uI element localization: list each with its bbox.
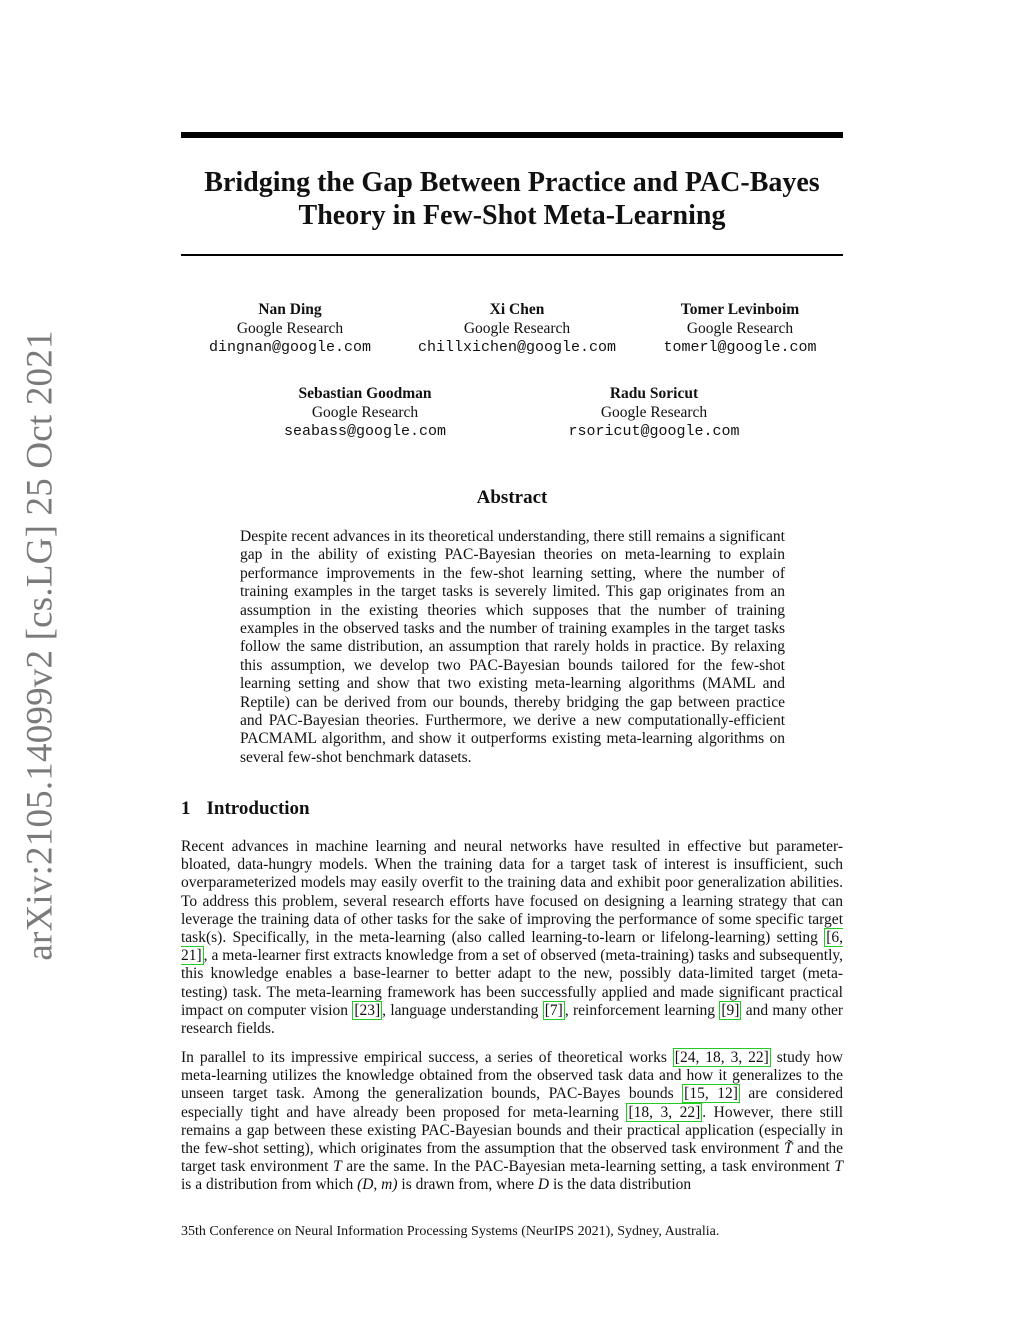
author-affiliation: Google Research (236, 320, 344, 337)
author-affiliation: Google Research (311, 404, 419, 421)
author-email: rsoricut@google.com (568, 423, 740, 440)
text-run: and the target task environment (181, 1140, 843, 1176)
math-variable: (D, m) (357, 1176, 398, 1194)
intro-paragraph-2 (181, 1049, 843, 1195)
author-name: Xi Chen (489, 301, 545, 318)
title-line-1: Bridging the Gap Between Practice and PAC-Bayes (204, 167, 820, 198)
section-title: Introduction (206, 798, 310, 819)
text-run: is drawn from, where (397, 1176, 538, 1194)
citation-link[interactable]: [15, 12] (684, 1085, 738, 1103)
text-run: , reinforcement learning (564, 1001, 720, 1019)
title-bottom-rule (181, 254, 843, 256)
author-email: chillxichen@google.com (417, 339, 617, 356)
text-run: study how meta-learning utilizes the knowledge obtained from the observed task data and how it generalizes to the unseen target task. Among the generalization bounds, PAC-Bayes bounds (181, 1049, 843, 1103)
citation-link[interactable]: [18, 3, 22] (628, 1103, 701, 1121)
author-affiliation: Google Research (686, 320, 794, 337)
intro-paragraph-1 (181, 838, 843, 1038)
citation-link[interactable]: [23] (354, 1001, 381, 1019)
author-name: Nan Ding (258, 301, 322, 318)
author-block (386, 300, 648, 357)
author-block (245, 384, 485, 441)
paper-title (181, 166, 843, 232)
math-variable: T (333, 1158, 342, 1176)
text-run: , a meta-learner first extracts knowledge from a set of observed (meta-training) tasks and subsequently, this knowledge enables a base-learner to better adapt to the new, possibly data-limited target (meta-testing) task. The meta-learning framework has been successfully applied and made significant practical impact on computer vision (181, 947, 843, 1019)
author-block (170, 300, 410, 357)
math-variable: D (537, 1176, 550, 1194)
author-affiliation: Google Research (463, 320, 571, 337)
text-run: are considered especially tight and have already been proposed for meta-learning (181, 1085, 844, 1121)
arxiv-identifier-stamp (0, 329, 80, 961)
citation-link[interactable]: [7] (544, 1001, 563, 1019)
conference-footnote: 35th Conference on Neural Information Processing Systems (NeurIPS 2021), Sydney, Australia. (181, 1224, 720, 1239)
section-number: 1 (181, 798, 191, 819)
author-name: Tomer Levinboim (680, 301, 800, 318)
author-name: Sebastian Goodman (298, 385, 432, 402)
citation-link[interactable]: [9] (721, 1001, 740, 1019)
author-email: dingnan@google.com (208, 339, 372, 356)
text-run: are the same. In the PAC-Bayesian meta-learning setting, a task environment (341, 1158, 835, 1176)
math-variable: T̃ (783, 1140, 793, 1158)
text-run: In parallel to its impressive empirical success, a series of theoretical works (181, 1049, 673, 1066)
text-run: Recent advances in machine learning and neural networks have resulted in effective but parameter-bloated, data-hungry models. When the training data for a target task of interest is insufficient, such overparameterized models may easily overfit to the training data and exhibit poor generalization abilities. To address this problem, several research efforts have focused on designing a learning strategy that can leverage the training data of other tasks for the sake of improving the performance of some specific target task(s). Specifically, in the meta-learning (also called learning-to-learn or lifelong-learning) setting (181, 838, 843, 947)
abstract-heading: Abstract (476, 487, 548, 508)
section-heading (181, 798, 310, 820)
citation-link[interactable]: [6, 21] (181, 929, 843, 965)
text-run: is the data distribution (549, 1176, 692, 1194)
abstract-text: Despite recent advances in its theoretical understanding, there still remains a significant gap in the ability of existing PAC-Bayesian theories on meta-learning to explain performance improvements in the few-shot learning setting, where the number of training examples in the target tasks is severely limited. This gap originates from an assumption in the existing theories which supposes that the number of training examples in the observed tasks and the number of training examples in the target tasks follow the same distribution, an assumption that rarely holds in practice. By relaxing this assumption, we develop two PAC-Bayesian bounds tailored for the few-shot learning setting and show that two existing meta-learning algorithms (MAML and Reptile) can be derived from our bounds, thereby bridging the gap between practice and PAC-Bayesian theories. Furthermore, we derive a new computationally-efficient PACMAML algorithm, and show it outperforms existing meta-learning algorithms on several few-shot benchmark datasets. (240, 528, 785, 766)
text-run: . However, there still remains a gap between these existing PAC-Bayesian bounds and their practical application (especially in the few-shot setting), which originates from the assumption that the observed task environment (181, 1103, 843, 1158)
text-run: and many other research fields. (181, 1001, 843, 1038)
title-top-rule (181, 132, 843, 138)
title-line-2: Theory in Few-Shot Meta-Learning (298, 200, 726, 231)
arxiv-identifier-text: arXiv:2105.14099v2 [cs.LG] 25 Oct 2021 (19, 329, 61, 961)
citation-link[interactable]: [24, 18, 3, 22] (674, 1049, 769, 1066)
author-affiliation: Google Research (600, 404, 708, 421)
text-run: is a distribution from which (181, 1176, 358, 1194)
author-email: seabass@google.com (283, 423, 447, 440)
author-email: tomerl@google.com (663, 339, 817, 356)
text-run: , language understanding (382, 1001, 543, 1019)
author-block (620, 300, 860, 357)
author-block (534, 384, 774, 441)
math-variable: T (834, 1158, 843, 1176)
author-name: Radu Soricut (609, 385, 699, 402)
